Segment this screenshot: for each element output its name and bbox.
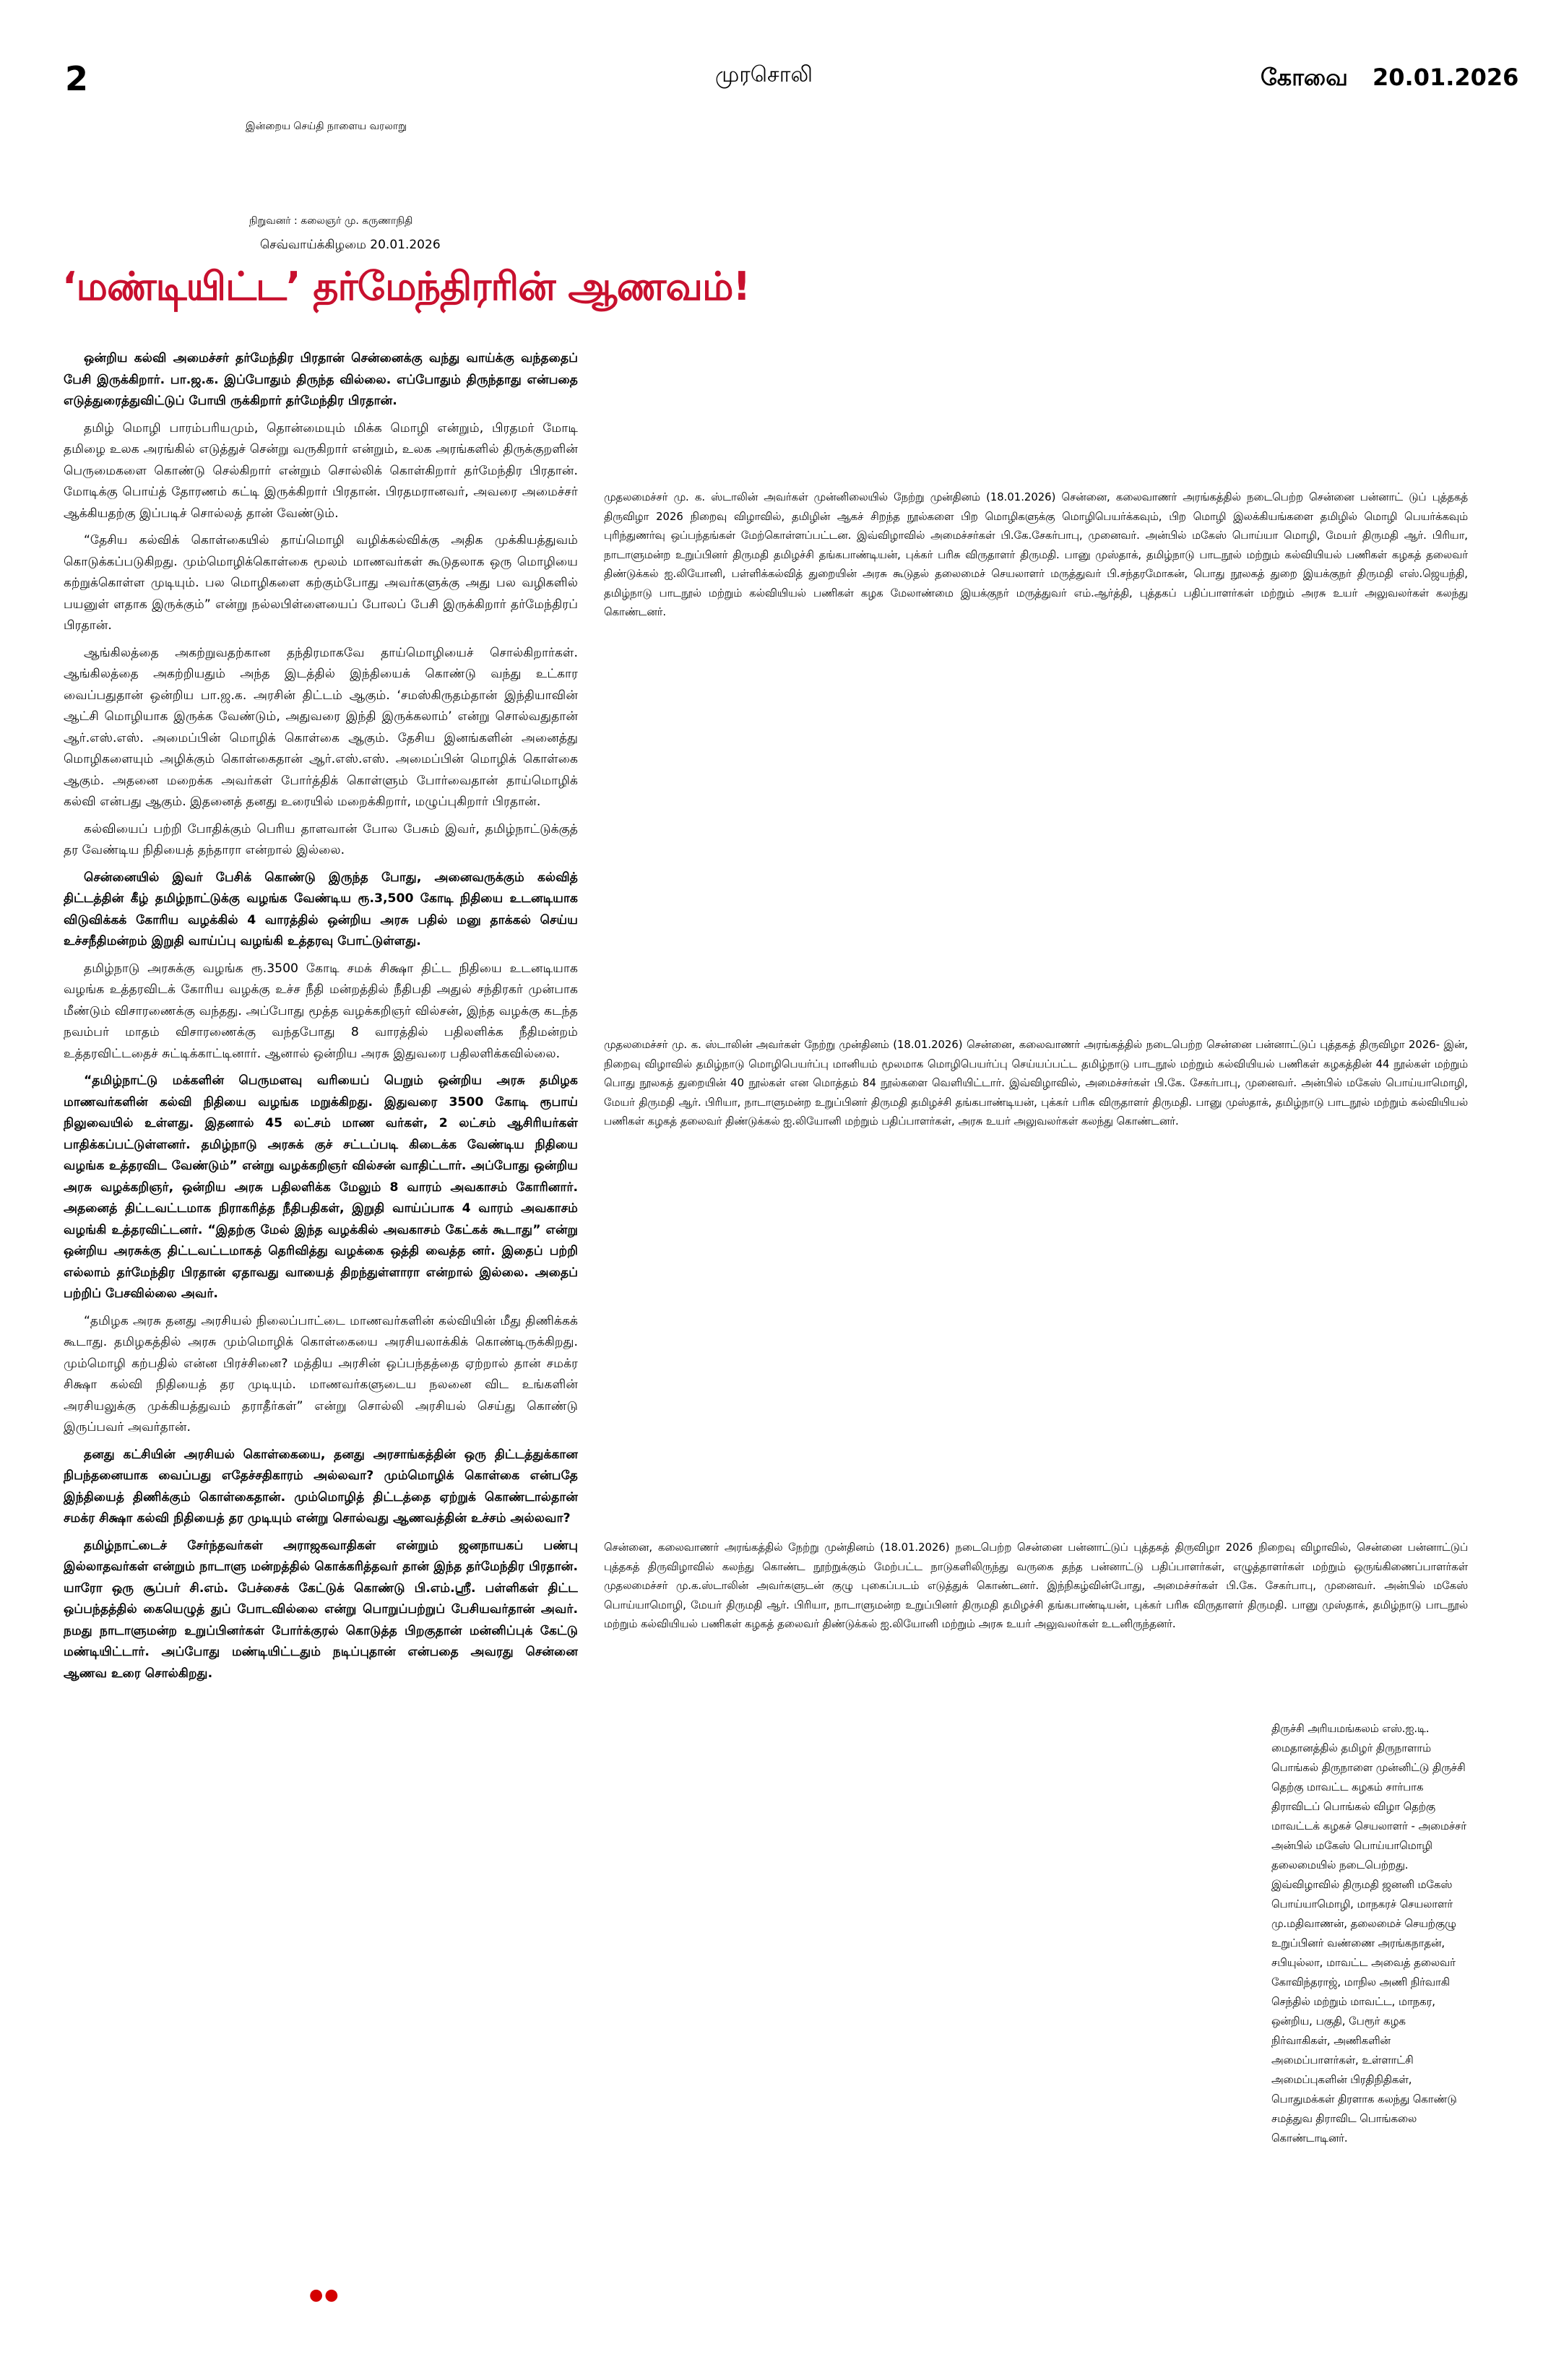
page-number: 2	[65, 59, 89, 98]
editorial-paragraph: தனது கட்சியின் அரசியல் கொள்கையை, தனது அரசாங்கத்தின் ஒரு திட்டத்துக்கான நிபந்தனையாக வைப்பது எதேச்சதிகாரம் அல்லவா? மும்மொழிக் கொள்கை என்பதே இந்தியைத் திணிக்கும் கொள்கைதான். மும்மொழித் திட்டத்தை ஏற்றுக் கொண்டால்தான் சமக்ர சிக்ஷா கல்வி நிதியைத் தர முடியும் என்று சொல்வது ஆணவத்தின் உச்சம் அல்லவா?	[64, 1447, 578, 1526]
page-header	[0, 0, 1543, 108]
editorial-paragraph: தமிழ் மொழி பாரம்பரியமும், தொன்மையும் மிக்க மொழி என்றும், பிரதமர் மோடி தமிழை உலக அரங்கில் எடுத்துச் சென்று வருகிறார் என்றும், உலக அரங்களில் திருக்குறளின் பெருமைகளை கொண்டு செல்கிறார் என்றும் சொல்லிக் கொள்கிறார் தர்மேந்திர பிரதான். மோடிக்கு பொய்த் தோரணம் கட்டி இருக்கிறார் பிரதான். பிரதமரானவர், அவரை அமைச்சர் ஆக்கியதற்கு இப்படிச் சொல்லத் தான் வேண்டும்.	[64, 420, 578, 521]
editorial-paragraph: கல்வியைப் பற்றி போதிக்கும் பெரிய தாளவான் போல பேசும் இவர், தமிழ்நாட்டுக்குத் தர வேண்டிய நிதியைத் தந்தாரா என்றால் இல்லை.	[64, 821, 578, 857]
photo-caption-2: முதலமைச்சர் மு. க. ஸ்டாலின் அவர்கள் நேற்று முன்தினம் (18.01.2026) சென்னை, கலைவாணர் அரங்கத்தில் நடைபெற்ற சென்னை பன்னாட்டுப் புத்தகத் திருவிழா 2026- இன், நிறைவு விழாவில் தமிழ்நாடு மொழிபெயர்ப்பு மானியம் மூலமாக மொழிபெயர்ப்பு செய்யப்பட்ட தமிழ்நாடு பாடநூல் மற்றும் கல்வியியல் பணிகள் கழகத்தின் 44 நூல்கள் மற்றும் பொது நூலகத் துறையின் 40 நூல்கள் என மொத்தம் 84 நூல்களை வெளியிட்டார். இவ்விழாவில், அமைச்சர்கள் பி.கே. சேகர்பாபு, முனைவர். அன்பில் மகேஸ் பொய்யாமொழி, மேயர் திருமதி ஆர். பிரியா, நாடாளுமன்ற உறுப்பினர் திருமதி தமிழச்சி தங்கபாண்டியன், புக்கர் பரிசு விருதாளர் திருமதி. பானு முஸ்தாக், தமிழ்நாடு பாடநூல் மற்றும் கல்வியியல் பணிகள் கழகத் தலைவர் திண்டுக்கல் ஐ.லியோனி மற்றும் பதிப்பாளர்கள், அரசு உயர் அலுவலர்கள் கலந்து கொண்டனர்.	[604, 1039, 1468, 1128]
editorial-paragraph: “தமிழ்நாட்டு மக்களின் பெருமளவு வரியைப் பெறும் ஒன்றிய அரசு தமிழக மாணவர்களின் கல்வி நிதியை வழங்க மறுக்கிறது. இதுவரை 3500 கோடி ரூபாய் நிலுவையில் உள்ளது. இதனால் 45 லட்சம் மாண வர்கள், 2 லட்சம் ஆசிரியர்கள் பாதிக்கப்பட்டுள்ளனர். தமிழ்நாடு அரசுக் குச் சட்டப்படி கிடைக்க வேண்டிய நிதியை வழங்க உத்தரவிட வேண்டும்” என்று வழக்கறிஞர் வில்சன் வாதிட்டார். அப்போது ஒன்றிய அரசு வழக்கறிஞர், ஒன்றிய அரசு பதிலளிக்க மேலும் 8 வாரம் அவகாசம் கோரினார். அதனைத் திட்டவட்டமாக நிராகரித்த நீதிபதிகள், இறுதி வாய்ப்பாக 4 வாரம் அவகாசம் வழங்கி உத்தரவிட்டனர். “இதற்கு மேல் இந்த வழக்கில் அவகாசம் கேட்கக் கூடாது” என்று ஒன்றிய அரசுக்கு திட்டவட்டமாகத் தெரிவித்து வழக்கை ஒத்தி வைத்த னர். இதைப் பற்றி எல்லாம் தர்மேந்திர பிரதான் ஏதாவது வாயைத் திறந்துள்ளாரா என்றால் இல்லை. அதைப் பற்றிப் பேசவில்லை அவர்.	[64, 1073, 578, 1301]
founder-line: நிறுவனர் : கலைஞர் மு. கருணாநிதி	[249, 215, 413, 227]
tagline: இன்றைய செய்தி நாளைய வரலாறு	[246, 121, 407, 132]
editorial-paragraph: தமிழ்நாடு அரசுக்கு வழங்க ரூ.3500 கோடி சமக் சிக்ஷா திட்ட நிதியை உடனடியாக வழங்க உத்தரவிடக் கோரிய வழக்கு உச்ச நீதி மன்றத்தில் நீதிபதி அதுல் சந்திரகர் முன்பாக மீண்டும் விசாரணைக்கு வந்தது. அப்போது மூத்த வழக்கறிஞர் வில்சன், இந்த வழக்கு கடந்த நவம்பர் மாதம் விசாரணைக்கு வந்தபோது 8 வாரத்தில் பதிலளிக்க நீதிமன்றம் உத்தரவிட்டதைச் சுட்டிக்காட்டினார். ஆனால் ஒன்றிய அரசு இதுவரை பதிலளிக்கவில்லை.	[64, 961, 578, 1061]
editorial-paragraph: ஆங்கிலத்தை அகற்றுவதற்கான தந்திரமாகவே தாய்மொழியைச் சொல்கிறார்கள். ஆங்கிலத்தை அகற்றியதும் அந்த இடத்தில் இந்தியைக் கொண்டு வந்து உட்கார வைப்பதுதான் ஒன்றிய பா.ஜ.க. அரசின் திட்டம் ஆகும். ‘சமஸ்கிருதம்தான் இந்தியாவின் ஆட்சி மொழியாக இருக்க வேண்டும், அதுவரை இந்தி இருக்கலாம்’ என்று சொல்வதுதான் ஆர்.எஸ்.எஸ். அமைப்பின் மொழிக் கொள்கை ஆகும். தேசிய இனங்களின் அனைத்து மொழிகளையும் அழிக்கும் கொள்கைதான் ஆர்.எஸ்.எஸ். அமைப்பின் மொழிக் கொள்கை ஆகும். அதனை மறைக்க அவர்கள் போர்த்திக் கொள்ளும் போர்வைதான் தாய்மொழிக் கல்வி என்பது ஆகும். இதனைத் தனது உரையில் மறைக்கிறார், மழுப்புகிறார் பிரதான்.	[64, 645, 578, 809]
edition-city: கோவை	[1261, 64, 1348, 91]
masthead: முரசொலி	[715, 62, 813, 87]
editorial-paragraph: ஒன்றிய கல்வி அமைச்சர் தர்மேந்திர பிரதான் சென்னைக்கு வந்து வாய்க்கு வந்ததைப் பேசி இருக்கிறார். பா.ஜ.க. இப்போதும் திருந்த வில்லை. எப்போதும் திருந்தாது என்பதை எடுத்துரைத்துவிட்டுப் போயி ருக்கிறார் தர்மேந்திர பிரதான்.	[64, 351, 578, 408]
editorial-paragraph: “தமிழக அரசு தனது அரசியல் நிலைப்பாட்டை மாணவர்களின் கல்வியின் மீது திணிக்கக் கூடாது. தமிழகத்தில் அரசு மும்மொழிக் கொள்கையை அரசியலாக்கிக் கொண்டிருக்கிறது. மும்மொழி கற்பதில் என்ன பிரச்சினை? மத்திய அரசின் ஒப்பந்தத்தை ஏற்றால் தான் சமக்ர சிக்ஷா கல்வி நிதியைத் தர முடியும். மாணவர்களுடைய நலனை விட உங்களின் அரசியலுக்கு முக்கியத்துவம் தராதீர்கள்” என்று சொல்லி அரசியல் செய்து கொண்டு இருப்பவர் அவர்தான்.	[64, 1313, 578, 1435]
edition-day: செவ்வாய்க்கிழமை 20.01.2026	[260, 238, 441, 252]
edition-date: 20.01.2026	[1373, 64, 1519, 91]
photo-caption-1: முதலமைச்சர் மு. க. ஸ்டாலின் அவர்கள் முன்னிலையில் நேற்று முன்தினம் (18.01.2026) சென்னை, கலைவாணர் அரங்கத்தில் நடைபெற்ற சென்னை பன்னாட் டுப் புத்தகத் திருவிழா 2026 நிறைவு விழாவில், தமிழின் ஆகச் சிறந்த நூல்களை பிற மொழிகளுக்கு மொழிபெயர்க்கவும், பிற மொழி இலக்கியங்களை தமிழில் மொழி பெயர்க்கவும் புரிந்துணர்வு ஒப்பந்தங்கள் மேற்கொள்ளப்பட்டன. இவ்விழாவில் அமைச்சர்கள் பி.கே.சேகர்பாபு, முனைவர். அன்பில் மகேஸ் பொய்யா மொழி, மேயர் திருமதி ஆர். பிரியா, நாடாளுமன்ற உறுப்பினர் திருமதி தமிழச்சி தங்கபாண்டியன், புக்கர் பரிசு விருதாளர் திருமதி. பானு முஸ்தாக், தமிழ்நாடு பாடநூல் மற்றும் கல்வியியல் பணிகள் கழகத் தலைவர் திண்டுக்கல் ஐ.லியோனி, பள்ளிக்கல்வித் துறையின் அரசு கூடுதல் தலைமைச் செயலாளர் மருத்துவர் பி.சந்தரமோகன், பொது நூலகத் துறை இயக்குநர் திருமதி எஸ்.ஜெயந்தி, தமிழ்நாடு பாடநூல் மற்றும் கல்வியியல் பணிகள் கழக மேலாண்மை இயக்குநர் மருத்துவர் எம்.ஆர்த்தி, புத்தகப் பதிப்பாளர்கள் மற்றும் அரசு உயர் அலுவலர்கள் கலந்து கொண்டனர்.	[604, 491, 1468, 618]
end-mark: ●●	[309, 2286, 340, 2304]
editorial-paragraph: சென்னையில் இவர் பேசிக் கொண்டு இருந்த போது, அனைவருக்கும் கல்வித் திட்டத்தின் கீழ் தமிழ்நாட்டுக்கு வழங்க வேண்டிய ரூ.3,500 கோடி நிதியை உடனடியாக விடுவிக்கக் கோரிய வழக்கில் 4 வாரத்தில் ஒன்றிய அரசு பதில் மனு தாக்கல் செய்ய உச்சநீதிமன்றம் இறுதி வாய்ப்பு வழங்கி உத்தரவு போட்டுள்ளது.	[64, 870, 578, 948]
editorial-paragraph: “தேசிய கல்விக் கொள்கையில் தாய்மொழி வழிக்கல்விக்கு அதிக முக்கியத்துவம் கொடுக்கப்படுகிறது. மும்மொழிக்கொள்கை மூலம் மாணவர்கள் கூடுதலாக ஒரு மொழியை கற்றுக்கொள்ள முடியும். பல மொழிகளை கற்கும்போது அவர்களுக்கு அது பல வழிகளில் பயனுள் ளதாக இருக்கும்” என்று நல்லபிள்ளையைப் போலப் பேசி இருக்கிறார் தர்மேந்திரப் பிரதான்.	[64, 533, 578, 633]
photo-caption-3: சென்னை, கலைவாணர் அரங்கத்தில் நேற்று முன்தினம் (18.01.2026) நடைபெற்ற சென்னை பன்னாட்டுப் புத்தகத் திருவிழா 2026 நிறைவு விழாவில், சென்னை பன்னாட்டுப் புத்தகத் திருவிழாவில் கலந்து கொண்ட நூற்றுக்கும் மேற்பட்ட நாடுகளிலிருந்து வருகை தந்த பன்னாட்டு பதிப்பாளர்கள், எழுத்தாளர்கள் மற்றும் ஒருங்கிணைப்பாளர்கள் முதலமைச்சர் மு.க.ஸ்டாலின் அவர்களுடன் குழு புகைப்படம் எடுத்துக் கொண்டனர். இந்நிகழ்வின்போது, அமைச்சர்கள் பி.கே. சேகர்பாபு, முனைவர். அன்பில் மகேஸ் பொய்யாமொழி, மேயர் திருமதி ஆர். பிரியா, நாடாளுமன்ற உறுப்பினர் திருமதி தமிழச்சி தங்கபாண்டியன், புக்கர் பரிசு விருதாளர் திருமதி. பானு முஸ்தாக், தமிழ்நாடு பாடநூல் மற்றும் கல்வியியல் பணிகள் கழகத் தலைவர் திண்டுக்கல் ஐ.லியோனி மற்றும் அரசு உயர் அலுவலர்கள் உடனிருந்தனர்.	[604, 1541, 1468, 1630]
editorial-title: ‘மண்டியிட்ட’ தர்மேந்திரரின் ஆணவம்!	[62, 264, 751, 309]
editorial-paragraph: தமிழ்நாட்டைச் சேர்ந்தவர்கள் அராஜகவாதிகள் என்றும் ஜனநாயகப் பண்பு இல்லாதவர்கள் என்றும் நாடாளு மன்றத்தில் கொக்கரித்தவர் தான் இந்த தர்மேந்திர பிரதான். யாரோ ஒரு சூப்பர் சி.எம். பேச்சைக் கேட்டுக் கொண்டு பி.எம்.ஸ்ரீ. பள்ளிகள் திட்ட ஒப்பந்தத்தில் கையெழுத் துப் போடவில்லை என்று பொறுப்பற்றுப் பேசியவர்தான் அவர். நமது நாடாளுமன்ற உறுப்பினர்கள் போர்க்குரல் கொடுத்த பிறகுதான் மன்னிப்புக் கேட்டு மண்டியிட்டார். அப்போது மண்டியிட்டதும் நடிப்புதான் என்பதை அவரது சென்னை ஆணவ உரை சொல்கிறது.	[64, 1538, 578, 1681]
side-photo-caption: திருச்சி அரியமங்கலம் எஸ்.ஐ.டி. மைதானத்தில் தமிழர் திருநாளாம் பொங்கல் திருநாளை முன்னிட்டு திருச்சி தெற்கு மாவட்ட கழகம் சார்பாக திராவிடப் பொங்கல் விழா தெற்கு மாவட்டக் கழகச் செயலாளர் - அமைச்சர் அன்பில் மகேஸ் பொய்யாமொழி தலைமையில் நடைபெற்றது. இவ்விழாவில் திருமதி ஜனனி மகேஸ் பொய்யாமொழி, மாநகரச் செயலாளர் மு.மதிவாணன், தலைமைச் செயற்குழு உறுப்பினர் வண்ணை அரங்கநாதன், சபியுல்லா, மாவட்ட அவைத் தலைவர் கோவிந்தராஜ், மாநில அணி நிர்வாகி செந்தில் மற்றும் மாவட்ட, மாநகர, ஒன்றிய, பகுதி, பேரூர் கழக நிர்வாகிகள், அணிகளின் அமைப்பாளர்கள், உள்ளாட்சி அமைப்புகளின் பிரதிநிதிகள், பொதுமக்கள் திரளாக கலந்து கொண்டு சமத்துவ திராவிட பொங்கலை கொண்டாடினர்.	[1271, 1723, 1466, 2145]
editorial-body	[64, 348, 578, 1690]
